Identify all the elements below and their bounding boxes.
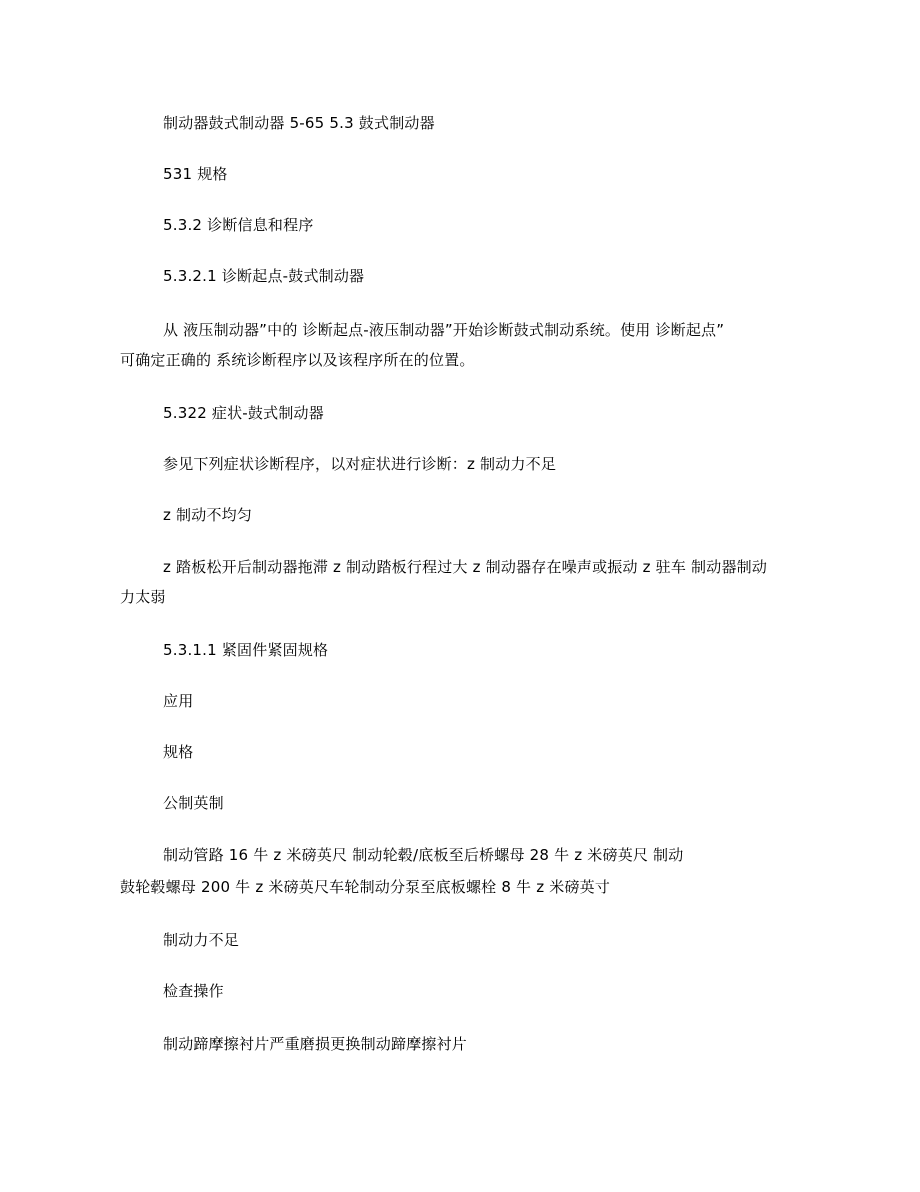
symptom-uneven-braking: z 制动不均匀	[163, 506, 253, 524]
heading-insufficient-braking: 制动力不足	[163, 931, 240, 949]
heading-specifications: 531 规格	[163, 165, 228, 183]
paragraph-diagnostic-start-line-2: 可确定正确的 系统诊断程序以及该程序所在的位置。	[120, 351, 475, 369]
paragraph-diagnostic-start-line-1: 从 液压制动器”中的 诊断起点-液压制动器”开始诊断鼓式制动系统。使用 诊断起点”	[163, 321, 725, 339]
label-check-operation: 检查操作	[163, 982, 224, 1000]
heading-fastener-specs: 5.3.1.1 紧固件紧固规格	[163, 641, 329, 659]
symptom-list-line-2: 力太弱	[120, 588, 166, 606]
heading-drum-brakes: 制动器鼓式制动器 5-65 5.3 鼓式制动器	[163, 114, 435, 132]
heading-diagnostic-info: 5.3.2 诊断信息和程序	[163, 216, 314, 234]
label-application: 应用	[163, 692, 194, 710]
fastener-specs-line-1: 制动管路 16 牛 z 米磅英尺 制动轮毂/底板至后桥螺母 28 牛 z 米磅英尺 制动	[163, 846, 684, 864]
fastener-specs-line-2: 鼓轮毂螺母 200 牛 z 米磅英尺车轮制动分泵至底板螺栓 8 牛 z 米磅英寸	[120, 878, 611, 896]
symptom-list-line-1: z 踏板松开后制动器拖滞 z 制动踏板行程过大 z 制动器存在噪声或振动 z 驻车 制动器制动	[163, 558, 768, 576]
label-specification: 规格	[163, 743, 194, 761]
heading-diagnostic-start: 5.3.2.1 诊断起点-鼓式制动器	[163, 267, 365, 285]
paragraph-symptoms-intro: 参见下列症状诊断程序，以对症状进行诊断：z 制动力不足	[163, 455, 557, 473]
label-metric-imperial: 公制英制	[163, 794, 224, 812]
paragraph-lining-wear: 制动蹄摩擦衬片严重磨损更换制动蹄摩擦衬片	[163, 1035, 468, 1053]
heading-symptoms: 5.322 症状-鼓式制动器	[163, 404, 324, 422]
